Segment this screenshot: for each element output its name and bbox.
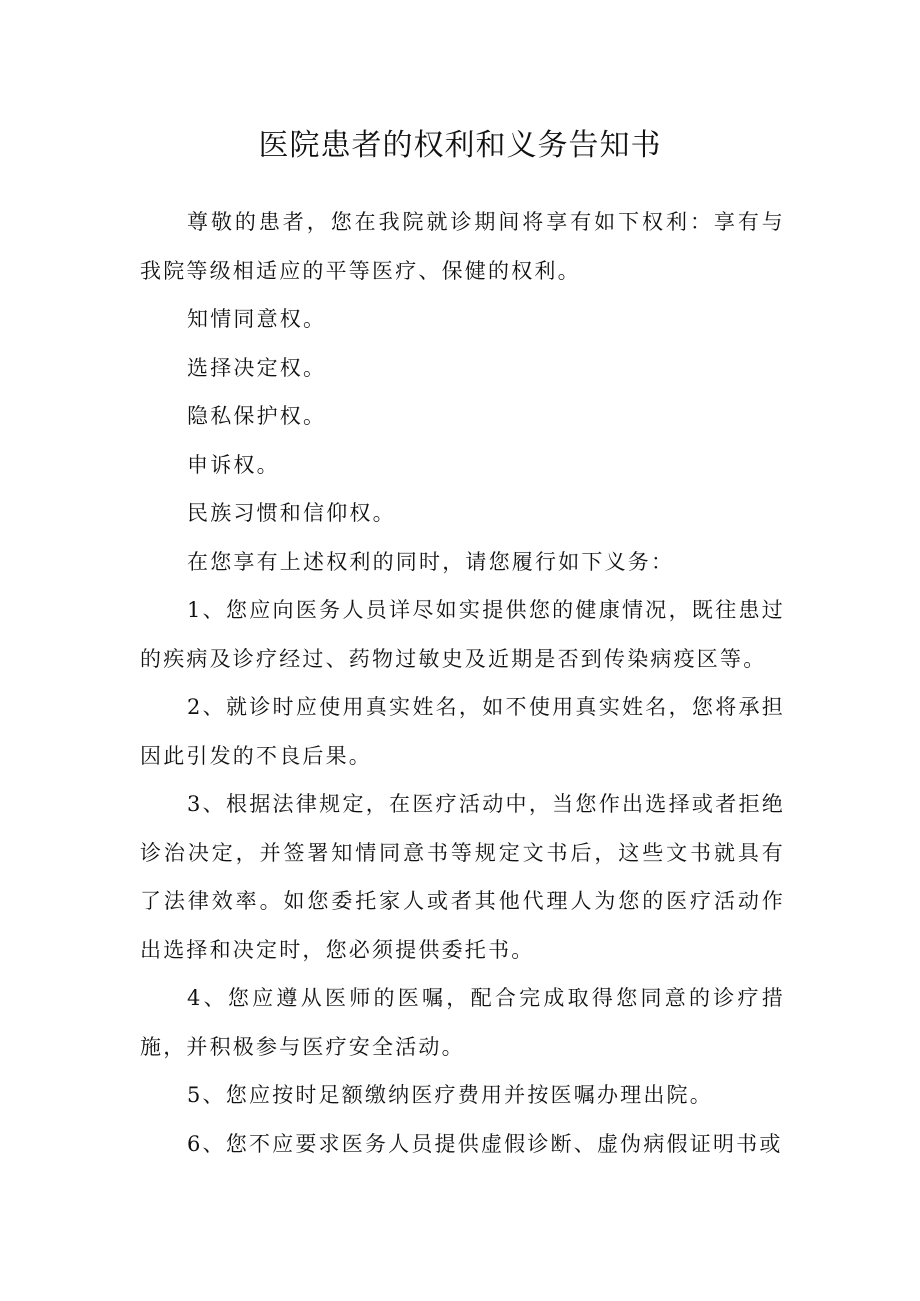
paragraph-right-ethnic-belief: 民族习惯和信仰权。	[187, 501, 396, 525]
document-body	[140, 198, 785, 1168]
paragraph-obligation-5: 5、您应按时足额缴纳医疗费用并按医嘱办理出院。	[187, 1083, 713, 1107]
paragraph-greeting-rights: 尊敬的患者，您在我院就诊期间将享有如下权利：享有与我院等级相适应的平等医疗、保健的权利。	[140, 210, 785, 283]
paragraph-obligation-3: 3、根据法律规定，在医疗活动中，当您作出选择或者拒绝诊治决定，并签署知情同意书等规定文书后，这些文书就具有了法律效率。如您委托家人或者其他代理人为您的医疗活动作出选择和决定时，您必须提供委托书。	[140, 792, 785, 962]
paragraph-obligation-2: 2、就诊时应使用真实姓名，如不使用真实姓名，您将承担因此引发的不良后果。	[140, 695, 785, 768]
paragraph-right-informed-consent: 知情同意权。	[187, 307, 327, 331]
paragraph-right-privacy: 隐私保护权。	[187, 404, 327, 428]
paragraph-right-appeal: 申诉权。	[187, 452, 280, 477]
paragraph-obligation-4: 4、您应遵从医师的医嘱，配合完成取得您同意的诊疗措施，并积极参与医疗安全活动。	[140, 986, 785, 1059]
paragraph-obligation-6: 6、您不应要求医务人员提供虚假诊断、虚伪病假证明书或	[187, 1131, 783, 1156]
paragraph-right-choice: 选择决定权。	[187, 355, 327, 380]
document-title: 医院患者的权利和义务告知书	[258, 128, 662, 163]
paragraph-obligations-intro: 在您享有上述权利的同时，请您履行如下义务：	[187, 549, 675, 574]
paragraph-obligation-1: 1、您应向医务人员详尽如实提供您的健康情况，既往患过的疾病及诊疗经过、药物过敏史及近期是否到传染病疫区等。	[140, 598, 785, 671]
